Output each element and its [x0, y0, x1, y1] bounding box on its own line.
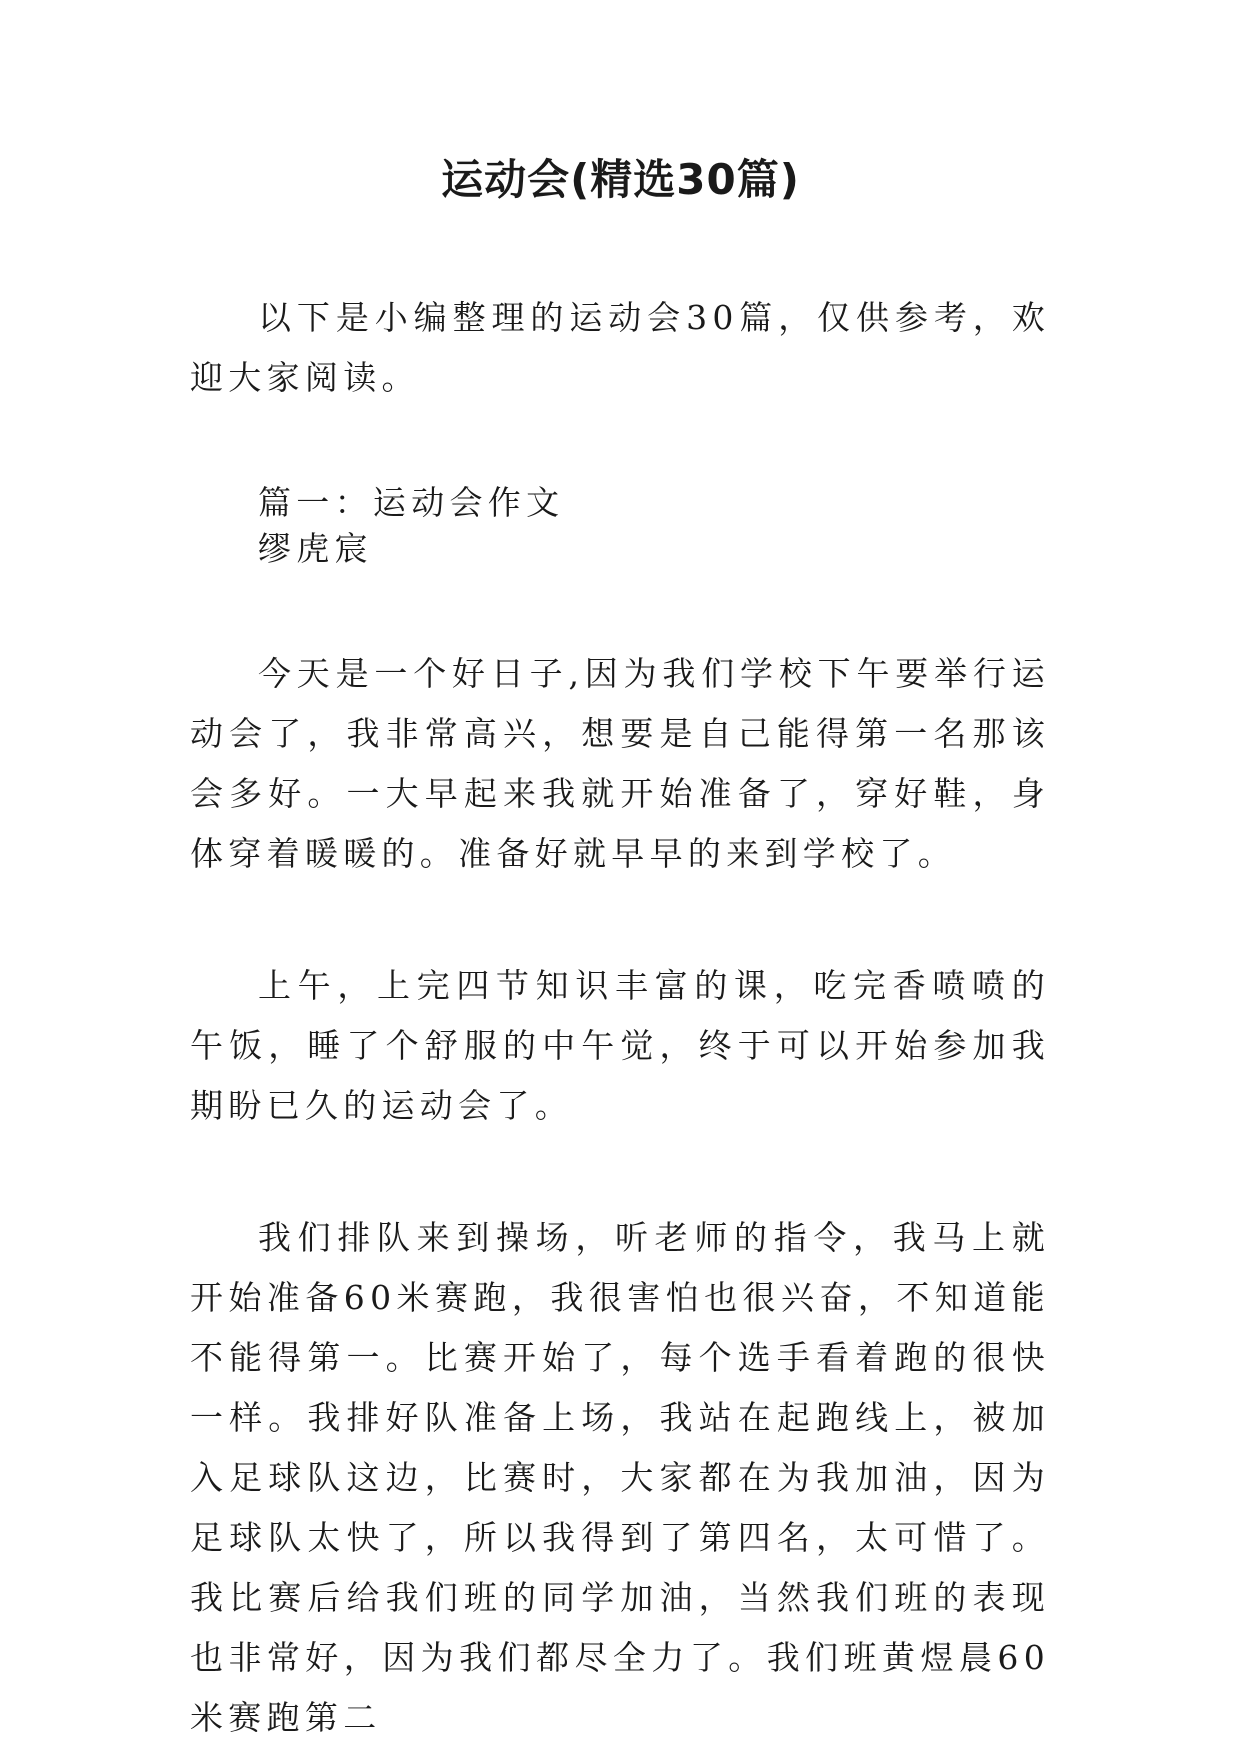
- spacer: [190, 1136, 1050, 1208]
- section-heading: 篇一：运动会作文: [258, 483, 565, 522]
- spacer: [190, 408, 1050, 480]
- body-paragraph-1: 今天是一个好日子,因为我们学校下午要举行运动会了，我非常高兴，想要是自己能得第一名那该会多好。一大早起来我就开始准备了，穿好鞋，身体穿着暖暖的。准备好就早早的来到学校了。: [190, 654, 1050, 873]
- author-name: 缪虎宸: [258, 529, 373, 568]
- body-paragraph-2: 上午，上完四节知识丰富的课，吃完香喷喷的午饭，睡了个舒服的中午觉，终于可以开始参加我期盼已久的运动会了。: [190, 966, 1050, 1125]
- spacer: [190, 884, 1050, 956]
- document-title: 运动会(精选30篇): [441, 155, 800, 204]
- intro-paragraph: 以下是小编整理的运动会30篇，仅供参考，欢迎大家阅读。: [190, 298, 1050, 397]
- document-body: [190, 288, 1050, 1748]
- body-paragraph-3: 我们排队来到操场，听老师的指令，我马上就开始准备60米赛跑，我很害怕也很兴奋，不知道能不能得第一。比赛开始了，每个选手看着跑的很快一样。我排好队准备上场，我站在起跑线上，被加入足球队这边，比赛时，大家都在为我加油，因为足球队太快了，所以我得到了第四名，太可惜了。我比赛后给我们班的同学加油，当然我们班的表现也非常好，因为我们都尽全力了。我们班黄煜晨60米赛跑第二: [190, 1218, 1050, 1737]
- spacer: [190, 572, 1050, 644]
